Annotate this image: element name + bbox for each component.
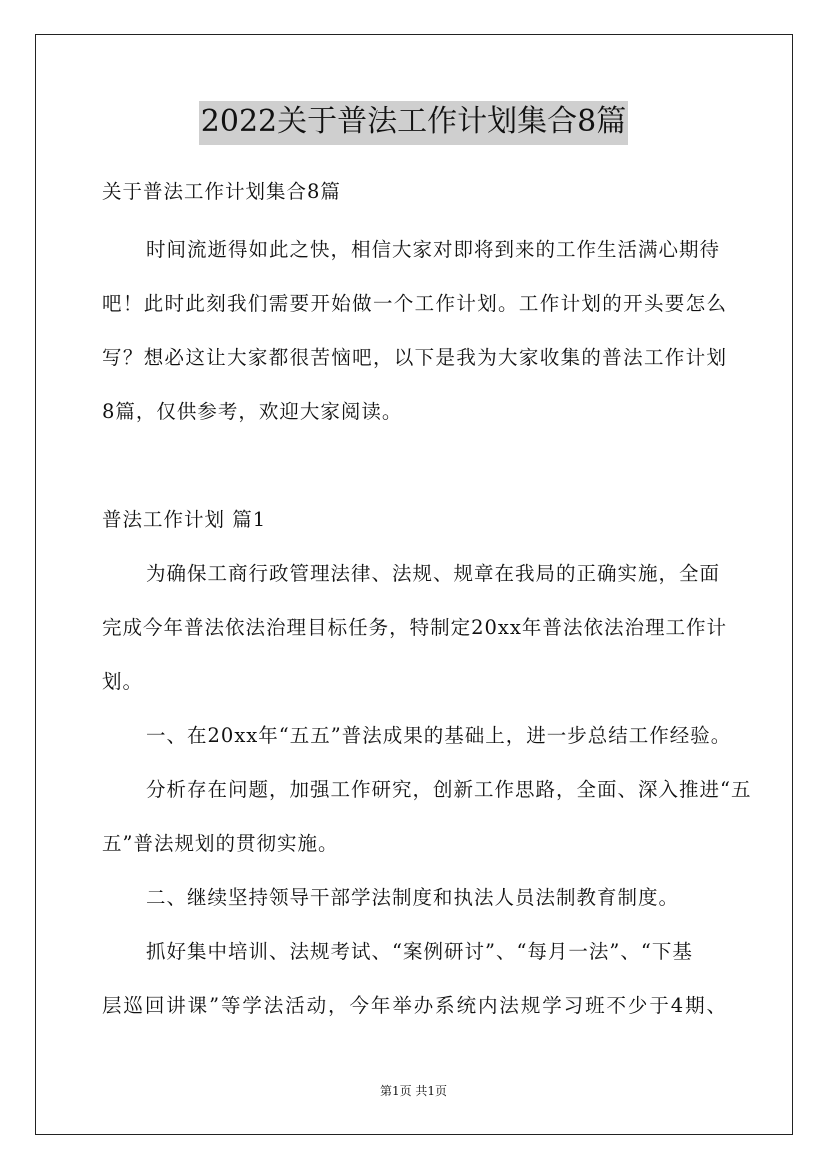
- paragraph-line: 完成今年普法依法治理目标任务，特制定20xx年普法依法治理工作计: [102, 616, 727, 639]
- page-footer: 第1页 共1页: [379, 1084, 448, 1098]
- paragraph-line: 一、在20xx年“五五”普法成果的基础上，进一步总结工作经验。: [146, 724, 732, 747]
- paragraph-line: 五”普法规划的贯彻实施。: [102, 832, 339, 855]
- paragraph-line: 时间流逝得如此之快，相信大家对即将到来的工作生活满心期待: [146, 238, 721, 261]
- paragraph-line: 二、继续坚持领导干部学法制度和执法人员法制教育制度。: [146, 886, 680, 909]
- section-heading: 普法工作计划 篇1: [102, 508, 267, 531]
- paragraph-line: 吧！此时此刻我们需要开始做一个工作计划。工作计划的开头要怎么: [102, 292, 727, 315]
- paragraph-line: 写？想必这让大家都很苦恼吧，以下是我为大家收集的普法工作计划: [102, 346, 727, 369]
- paragraph-line: 8篇，仅供参考，欢迎大家阅读。: [102, 400, 403, 423]
- paragraph-line: 分析存在问题，加强工作研究，创新工作思路，全面、深入推进“五: [146, 778, 752, 801]
- paragraph-line: 划。: [102, 670, 144, 693]
- document-title: 2022关于普法工作计划集合8篇: [199, 101, 628, 145]
- paragraph-line: 抓好集中培训、法规考试、“案例研讨”、“每月一法”、“下基: [146, 940, 693, 963]
- paragraph-line: 层巡回讲课”等学法活动，今年举办系统内法规学习班不少于4期、: [102, 994, 727, 1017]
- paragraph-line: 为确保工商行政管理法律、法规、规章在我局的正确实施，全面: [146, 562, 721, 585]
- subtitle-line: 关于普法工作计划集合8篇: [102, 180, 341, 203]
- document-title-wrap: [0, 101, 827, 145]
